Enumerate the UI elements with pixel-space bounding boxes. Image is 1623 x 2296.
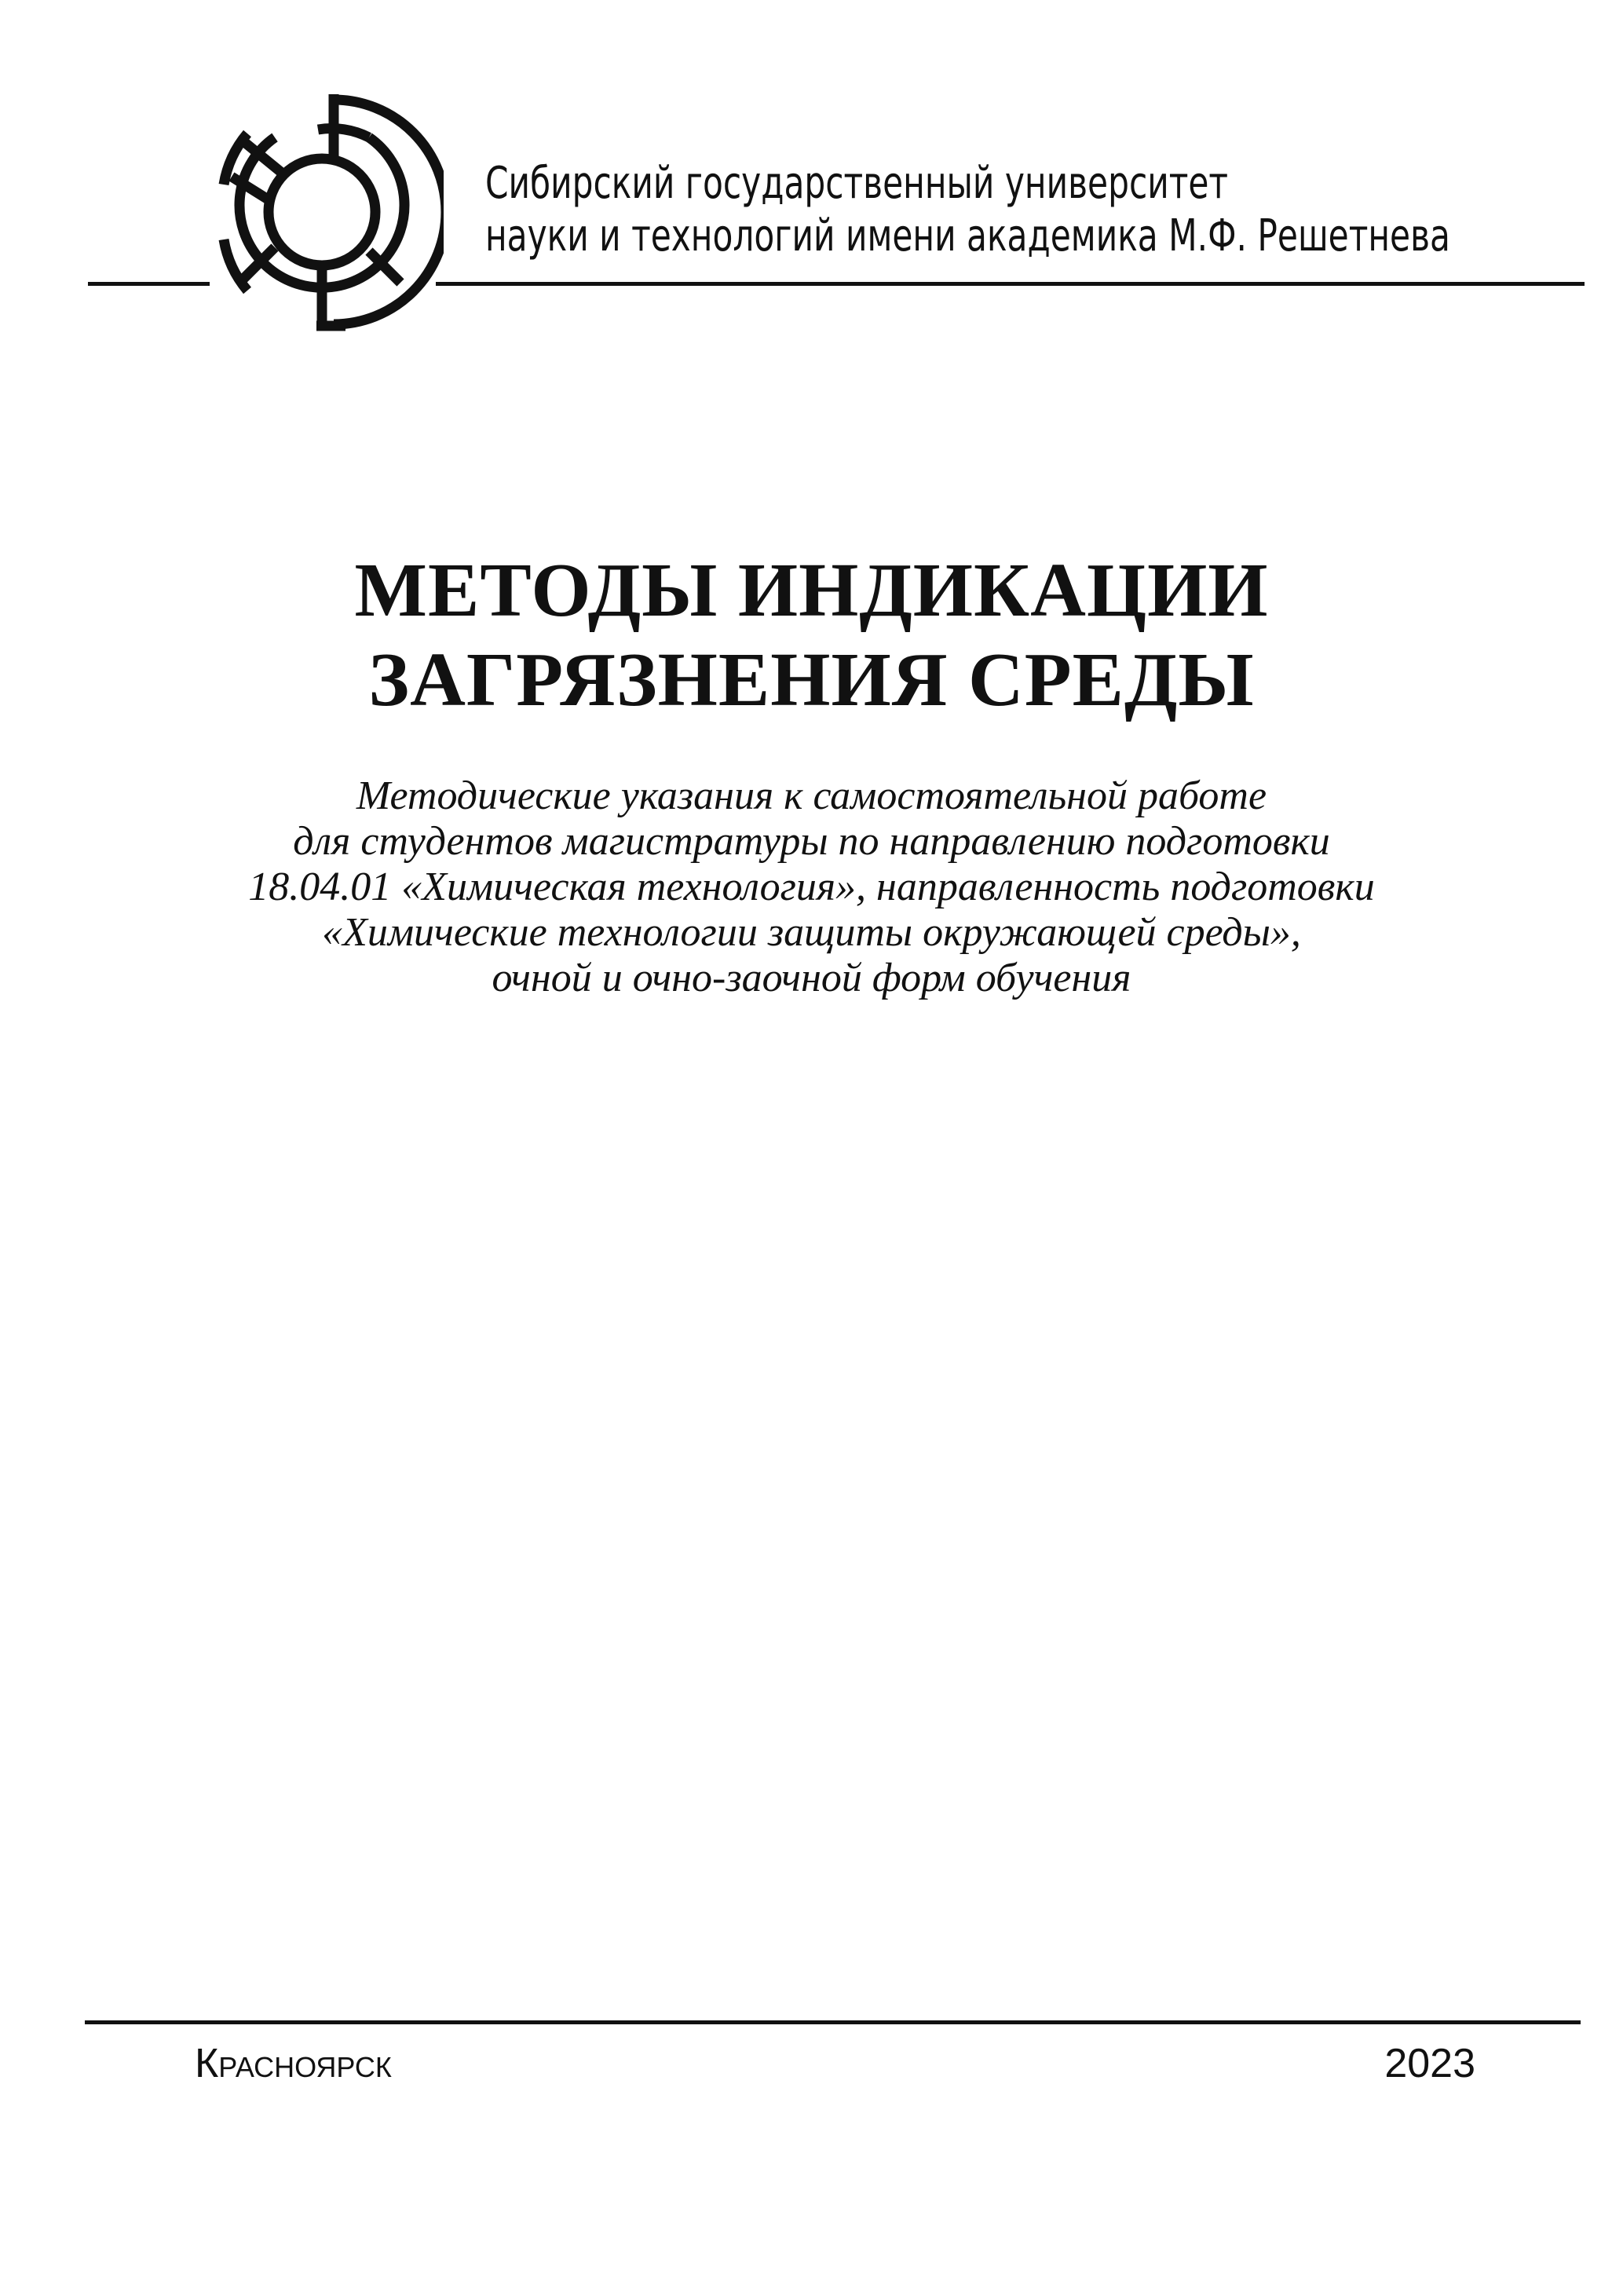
publication-year: 2023 bbox=[1384, 2041, 1475, 2086]
header-rule-right bbox=[436, 282, 1585, 286]
document-subtitle-line-4: «Химические технологии защиты окружающей среды», bbox=[322, 910, 1301, 955]
organization-name-line-1: Сибирский государственный университет bbox=[485, 158, 1229, 209]
organization-name-line-2: науки и технологий имени академика М.Ф. Решетнева bbox=[485, 210, 1450, 262]
document-title bbox=[0, 546, 1623, 725]
document-subtitle-line-3: 18.04.01 «Химическая технология», направленность подготовки bbox=[248, 865, 1375, 909]
document-title-line-2: ЗАГРЯЗНЕНИЯ СРЕДЫ bbox=[368, 638, 1255, 722]
document-title-line-1: МЕТОДЫ ИНДИКАЦИИ bbox=[354, 548, 1269, 633]
header-rule-left bbox=[88, 282, 210, 286]
document-subtitle-line-5: очной и очно-заочной форм обучения bbox=[492, 956, 1131, 1000]
document-subtitle-line-1: Методические указания к самостоятельной работе bbox=[356, 773, 1267, 818]
document-subtitle-line-2: для студентов магистратуры по направлению подготовки bbox=[293, 819, 1330, 864]
university-emblem-icon bbox=[200, 90, 444, 334]
document-subtitle bbox=[0, 773, 1623, 1001]
publication-city: Красноярск bbox=[195, 2041, 392, 2086]
footer-rule bbox=[85, 2020, 1581, 2024]
organization-name bbox=[485, 157, 1450, 262]
